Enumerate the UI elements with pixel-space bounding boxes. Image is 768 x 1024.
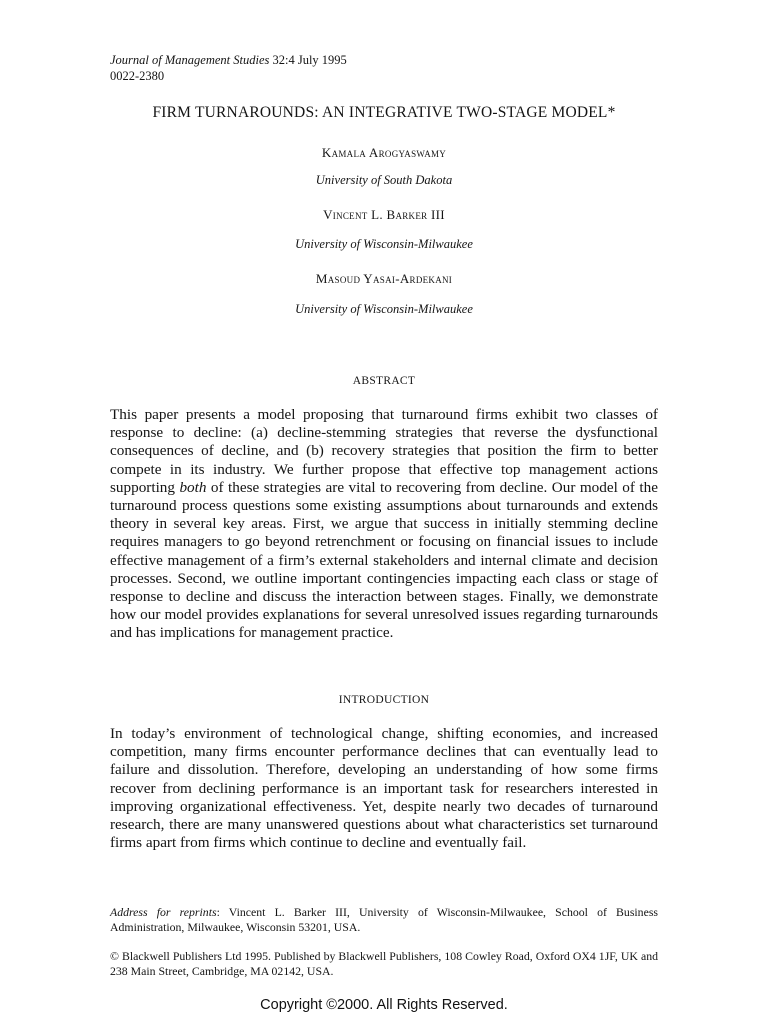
author-affiliation: University of South Dakota	[315, 173, 453, 187]
introduction-text: In today’s environment of technological change, shifting economies, and increased competition, many firms encounter performance declines that can eventually lead to failure and dissolution. Therefore, developing an understanding of how some firms recover from declining performance is an important task for researchers interested in improving organizational effectiveness. Yet, despite nearly two decades of turnaround research, there are many unanswered questions about what characteristics set turnaround firms apart from firms which continue to decline and eventually fail.	[110, 725, 658, 852]
copyright-notice: Copyright ©2000. All Rights Reserved.	[260, 997, 508, 1013]
reprints-label: Address for reprints	[110, 905, 217, 919]
abstract-emphasis: both	[179, 478, 207, 496]
journal-issn: 0022-2380	[110, 69, 165, 83]
author-affiliation: University of Wisconsin-Milwaukee	[295, 302, 473, 316]
journal-citation	[110, 53, 347, 68]
abstract-text-part: This paper presents a model proposing that turnaround firms exhibit two classes of response to decline: (a) decline-stemming strategies that reverse the dysfunctional consequences of decline, and (b) recovery strategies that position the firm to better compete in its industry. We further propose that effective top management actions supporting	[110, 406, 658, 496]
author-name: Masoud Yasai-Ardekani	[315, 271, 453, 286]
author-affiliation: University of Wisconsin-Milwaukee	[295, 237, 473, 251]
paper-title: FIRM TURNAROUNDS: AN INTEGRATIVE TWO-STAGE MODEL*	[152, 104, 616, 121]
reprints-address: : Vincent L. Barker III, University of Wisconsin-Milwaukee, School of Business Administration, Milwaukee, Wisconsin 53201, USA.	[110, 905, 659, 934]
reprints-footnote	[110, 905, 658, 934]
author-name: Kamala Arogyaswamy	[321, 145, 447, 160]
abstract-text	[110, 406, 658, 643]
author-name: Vincent L. Barker III	[323, 207, 445, 222]
journal-issue: 32:4 July 1995	[272, 53, 347, 67]
journal-name: Journal of Management Studies	[110, 53, 270, 67]
introduction-heading: INTRODUCTION	[338, 694, 430, 706]
abstract-heading: ABSTRACT	[352, 375, 416, 387]
abstract-text-part: of these strategies are vital to recovering from decline. Our model of the turnaround process questions some existing assumptions about turnarounds and extends theory in several key areas. First, we argue that success in initially stemming decline requires managers to go beyond retrenchment or focusing on financial issues to include effective management of a firm’s external stakeholders and internal climate and decision processes. Second, we outline important contingencies impacting each class or stage of response to decline and discuss the interaction between stages. Finally, we demonstrate how our model provides explanations for several unresolved issues regarding turnarounds and has implications for management practice.	[110, 478, 658, 642]
publisher-footnote: © Blackwell Publishers Ltd 1995. Published by Blackwell Publishers, 108 Cowley Road, Oxford OX4 1JF, UK and 238 Main Street, Cambridge, MA 02142, USA.	[110, 949, 658, 978]
